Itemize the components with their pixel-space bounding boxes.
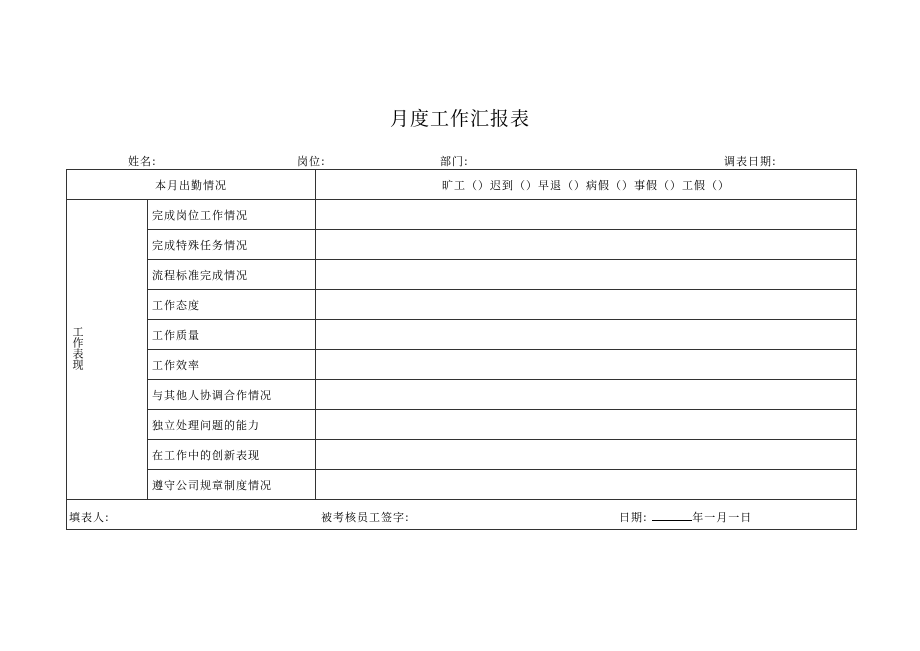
performance-item: 完成特殊任务情况 bbox=[148, 230, 316, 260]
report-table bbox=[66, 169, 857, 530]
footer-cell bbox=[67, 500, 857, 530]
performance-value-cell[interactable] bbox=[316, 320, 857, 350]
performance-value-cell[interactable] bbox=[316, 350, 857, 380]
position-label: 岗位: bbox=[297, 155, 326, 168]
performance-group-cell bbox=[67, 200, 148, 500]
performance-item: 在工作中的创新表现 bbox=[148, 440, 316, 470]
performance-value-cell[interactable] bbox=[316, 200, 857, 230]
performance-item: 完成岗位工作情况 bbox=[148, 200, 316, 230]
table-row bbox=[67, 440, 857, 470]
performance-item: 工作效率 bbox=[148, 350, 316, 380]
footer-date-suffix: 年一月一日 bbox=[692, 511, 753, 524]
table-row bbox=[67, 290, 857, 320]
performance-item: 遵守公司规章制度情况 bbox=[148, 470, 316, 500]
table-row bbox=[67, 320, 857, 350]
performance-value-cell[interactable] bbox=[316, 290, 857, 320]
report-date-label: 调表日期: bbox=[724, 155, 777, 168]
employee-signature-label: 被考核员工签字: bbox=[321, 511, 410, 524]
performance-value-cell[interactable] bbox=[316, 440, 857, 470]
footer-date bbox=[619, 509, 752, 525]
performance-value-cell[interactable] bbox=[316, 410, 857, 440]
table-row bbox=[67, 470, 857, 500]
filler-label: 填表人: bbox=[69, 511, 110, 524]
footer-row bbox=[67, 500, 857, 530]
table-row bbox=[67, 380, 857, 410]
date-blank-line[interactable] bbox=[652, 511, 692, 521]
department-label: 部门: bbox=[440, 155, 469, 168]
performance-item: 工作态度 bbox=[148, 290, 316, 320]
performance-item: 与其他人协调合作情况 bbox=[148, 380, 316, 410]
table-row bbox=[67, 350, 857, 380]
attendance-row bbox=[67, 170, 857, 200]
performance-item: 独立处理问题的能力 bbox=[148, 410, 316, 440]
performance-item: 流程标准完成情况 bbox=[148, 260, 316, 290]
table-row bbox=[67, 230, 857, 260]
attendance-label: 本月出勤情况 bbox=[67, 170, 316, 200]
table-row bbox=[67, 200, 857, 230]
performance-item: 工作质量 bbox=[148, 320, 316, 350]
performance-value-cell[interactable] bbox=[316, 260, 857, 290]
performance-group-label: 工作表现 bbox=[71, 326, 84, 370]
performance-value-cell[interactable] bbox=[316, 380, 857, 410]
table-row bbox=[67, 260, 857, 290]
page-title: 月度工作汇报表 bbox=[389, 108, 530, 130]
footer-date-label: 日期: bbox=[619, 511, 648, 524]
performance-value-cell[interactable] bbox=[316, 230, 857, 260]
performance-value-cell[interactable] bbox=[316, 470, 857, 500]
name-label: 姓名: bbox=[128, 155, 157, 168]
attendance-options: 旷工（）迟到（）早退（）病假（）事假（）工假（） bbox=[316, 170, 857, 200]
table-row bbox=[67, 410, 857, 440]
